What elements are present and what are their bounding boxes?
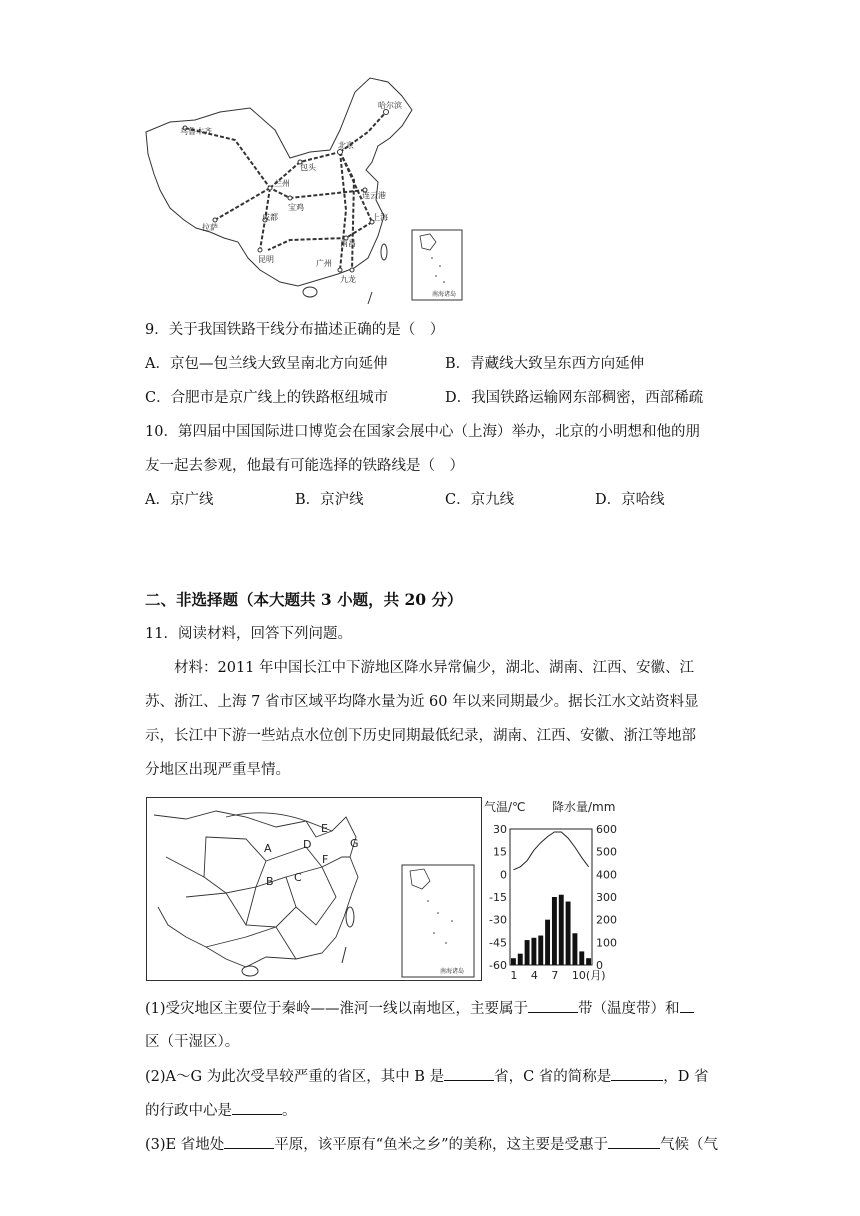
q11-p3-text: (3)E 省地处 — [145, 1137, 225, 1153]
q11-p2-text: ，D 省 — [663, 1069, 709, 1085]
q11-p3-text: 气候（气 — [660, 1137, 719, 1153]
right-axis-label: 降水量/mm — [552, 800, 616, 814]
city-label: 连云港 — [362, 191, 386, 200]
right-tick-label: 400 — [596, 868, 617, 882]
q10-option-a: A．京广线 — [145, 492, 214, 508]
precip-bar — [531, 938, 536, 965]
precip-bar — [545, 920, 550, 965]
hainan-island — [303, 287, 317, 297]
province-label: D — [303, 838, 312, 851]
q9-stem: 9．关于我国铁路干线分布描述正确的是（ ） — [145, 322, 445, 338]
city-label: 兰州 — [274, 179, 290, 188]
q9-option-b: B．青藏线大致呈东西方向延伸 — [445, 356, 645, 372]
precip-bar — [538, 936, 543, 965]
precip-bar — [586, 958, 591, 965]
city-label: 包头 — [300, 163, 316, 172]
province-map — [146, 797, 482, 981]
q11-part1 — [145, 998, 694, 1019]
precip-bar — [511, 958, 516, 965]
q11-material-line: 材料：2011 年中国长江中下游地区降水异常偏少，湖北、湖南、江西、安徽、江 — [174, 660, 695, 676]
climate-chart — [482, 797, 628, 983]
q11-part3 — [145, 1134, 718, 1155]
q10-stem-line2: 友一起去参观，他最有可能选择的铁路线是（ ） — [145, 458, 464, 474]
province-label: C — [294, 871, 302, 884]
right-tick-label: 500 — [596, 845, 617, 859]
left-tick-label: 30 — [493, 823, 507, 836]
q11-stem: 11．阅读材料，回答下列问题。 — [145, 626, 352, 642]
city-label: 九龙 — [340, 275, 356, 284]
q11-p2-text: 省，C 省的简称是 — [494, 1069, 612, 1085]
right-axis-ticks — [596, 823, 617, 972]
taiwan-island — [381, 244, 387, 260]
city-label: 乌鲁木齐 — [180, 127, 212, 136]
q9-option-c: C．合肥市是京广线上的铁路枢纽城市 — [145, 390, 389, 406]
right-tick-label: 300 — [596, 891, 617, 904]
railway-map — [140, 70, 470, 306]
q11-p1-text: (1)受灾地区主要位于秦岭——淮河一线以南地区，主要属于 — [145, 1001, 529, 1017]
x-tick-label: 1 — [510, 969, 518, 982]
city-label: 成都 — [262, 213, 278, 222]
precip-bar — [579, 951, 584, 965]
answer-blank[interactable] — [611, 1066, 663, 1081]
q11-p2-text: (2)A～G 为此次受旱较严重的省区，其中 B 是 — [145, 1069, 445, 1085]
city-label: 北京 — [338, 141, 354, 150]
province-label: F — [322, 853, 329, 866]
q11-part1-cont: 区（干湿区）。 — [145, 1034, 240, 1050]
answer-blank[interactable] — [232, 1100, 282, 1115]
q10-option-b: B．京沪线 — [295, 492, 364, 508]
precip-bar — [566, 902, 571, 965]
left-tick-label: -15 — [489, 891, 507, 904]
answer-blank[interactable] — [224, 1134, 274, 1149]
answer-blank[interactable] — [444, 1066, 494, 1081]
answer-blank[interactable] — [528, 998, 578, 1013]
q11-p2-text: 。 — [282, 1103, 297, 1119]
left-axis-label: 气温/℃ — [484, 800, 526, 814]
right-tick-label: 600 — [596, 823, 617, 836]
q11-material-line: 分地区出现严重旱情。 — [145, 762, 290, 778]
q9-option-a: A．京包—包兰线大致呈南北方向延伸 — [145, 356, 388, 372]
inset-label: 南海诸岛 — [432, 291, 457, 298]
precip-bar — [559, 895, 564, 965]
left-tick-label: 0 — [500, 868, 507, 882]
q11-p2-text: 的行政中心是 — [145, 1103, 232, 1119]
left-tick-label: 15 — [493, 845, 507, 859]
x-tick-label: 10(月) — [571, 969, 606, 982]
city-label: 上海 — [372, 213, 388, 222]
city-label: 南昌 — [340, 239, 356, 248]
province-label: E — [321, 822, 328, 835]
left-axis-ticks — [489, 823, 507, 972]
x-axis-ticks — [510, 969, 605, 982]
q11-material-line: 苏、浙江、上海 7 省市区域平均降水量为近 60 年以来同期最少。据长江水文站资料显 — [145, 694, 699, 710]
q11-part2 — [145, 1066, 709, 1087]
q9-option-d: D．我国铁路运输网东部稠密，西部稀疏 — [445, 390, 704, 406]
inset-label: 南海诸岛 — [440, 968, 465, 975]
precip-bar — [518, 954, 523, 965]
precip-bar — [525, 940, 530, 965]
city-label: 哈尔滨 — [378, 101, 402, 110]
city-label: 拉萨 — [202, 223, 218, 232]
precip-bar — [552, 897, 557, 965]
south-china-sea-inset — [402, 865, 474, 977]
q10-stem-line1: 10．第四届中国国际进口博览会在国家会展中心（上海）举办，北京的小明想和他的朋 — [145, 424, 700, 440]
province-label: G — [350, 837, 359, 850]
answer-blank[interactable] — [680, 998, 694, 1013]
left-tick-label: -60 — [489, 959, 507, 972]
q11-p3-text: 平原，该平原有“鱼米之乡”的美称，这主要是受惠于 — [274, 1137, 609, 1153]
section-heading: 二、非选择题（本大题共 3 小题，共 20 分） — [145, 590, 463, 609]
q11-part2-cont — [145, 1100, 297, 1121]
province-label: B — [266, 875, 274, 888]
q10-option-c: C．京九线 — [445, 492, 515, 508]
q11-material-line: 示，长江中下游一些站点水位创下历史同期最低纪录，湖南、江西、安徽、浙江等地部 — [145, 728, 696, 744]
precip-bar — [572, 933, 577, 965]
q10-option-d: D．京哈线 — [595, 492, 665, 508]
province-label: A — [264, 842, 272, 855]
south-china-sea-inset — [412, 230, 462, 300]
temperature-curve — [513, 832, 588, 870]
answer-blank[interactable] — [608, 1134, 660, 1149]
city-label: 广州 — [316, 259, 332, 268]
right-tick-label: 200 — [596, 913, 617, 927]
plot-frame — [510, 829, 592, 965]
precipitation-bars — [511, 895, 591, 965]
x-tick-label: 7 — [551, 969, 559, 982]
city-label: 昆明 — [258, 255, 274, 264]
left-tick-label: -45 — [489, 936, 507, 950]
right-tick-label: 0 — [596, 959, 603, 972]
q11-p1-text: 带（温度带）和 — [578, 1001, 680, 1017]
city-label: 宝鸡 — [288, 203, 304, 212]
x-tick-label: 4 — [530, 969, 538, 982]
right-tick-label: 100 — [596, 936, 617, 950]
left-tick-label: -30 — [489, 913, 507, 927]
